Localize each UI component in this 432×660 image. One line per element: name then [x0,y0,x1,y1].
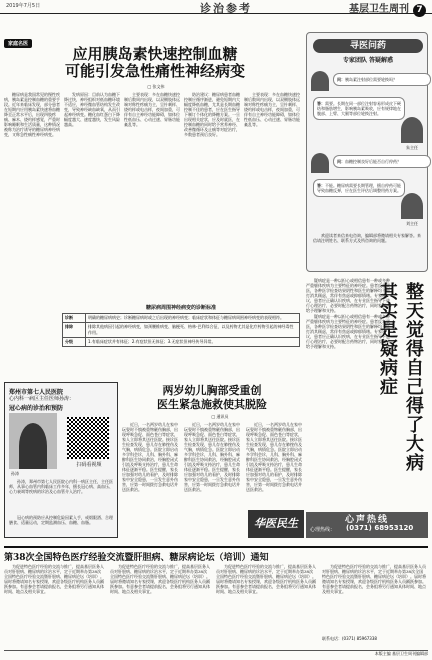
forum-col2 [110,564,210,648]
hospital-name: 郑州市第七人民医院 [9,389,64,396]
qa-subtitle: 专家团队 答疑解惑 [342,57,394,64]
reader-avatar-1 [311,71,329,91]
hospital-doctor-line: 心内科一病区主任医师孙涛： [9,396,75,402]
side-column-vertical-title: 整天觉得自己得了大病 其实是疑病症 [377,282,424,491]
qa-panel [306,32,428,272]
article2-text-2: 近日，一名两岁幼儿在家中玩耍时不慎被重物砸伤胸部，出现呼吸急促、面色苍白等症状，家人立即将其送往医院。接诊医生检查发现，患儿存在肺挫伤及气胸，病情危急。医院立即启动多学科会诊，儿科、胸外科、麻醉科医生协同救治，经胸腔闭式引流及呼吸支持治疗，患儿生命体征逐渐平稳。医生提醒，家长应加强对幼儿的看护，及时排除家中安全隐患，一旦发生意外伤害，应第一时间拨打急救电话并送医救治。 [184,422,240,492]
diagnosis-row-content: 明确的糖尿病病史；诊断糖尿病时或之后出现的神经病变；临床症状和体征与糖尿病周围神经病变的表现相符。 [86,314,300,323]
article2-col3 [246,422,302,508]
a1-text: 需要。长期在同一部位注射容易形成皮下硬结和脂肪增生，影响胰岛素吸收，应有规律地在腹部、上臂、大腿等部位轮换注射。 [317,101,401,116]
diagnosis-table-title: 糖尿病周围神经病变的诊断标准 [145,305,216,311]
article1-title-line1: 应用胰岛素快速控制血糖 [72,45,238,63]
brand-logo: 华医民生 [248,510,304,538]
qa-notice-text: 欢迎读者来信来电咨询，编辑部将邀请相关专家解答。来信请注明姓名、联系方式及所咨询的问题。 [313,233,421,243]
forum-text-2: 为促进特色医疗经验的交流与推广，提高基层医务人员对肝胆病、糖尿病的诊治水平，定于近期举办第38次全国特色医疗经验交流暨肝胆病、糖尿病论坛（培训）。届时将邀请知名专家授课，欢迎各级医疗机构医务人员踊跃参加。有意参会者请提前报名，会务组将另行通知具体时间、地点及相关事宜。 [110,564,210,594]
qa-title: 寻医问药 [313,39,423,53]
q2-label: 问： [337,159,345,164]
doctor-photo [9,413,57,469]
ad-tip-text: 冠心病的预防应从控制危险因素入手，戒烟限酒、合理膳食、适量运动，定期监测血压、血糖、血脂。 [9,515,113,525]
page-header [0,0,432,14]
article1-byline: □ 张文伟 [147,84,165,89]
a1-label: 答： [317,101,325,106]
a2-text: 不能。糖尿病需要长期管理，擅自停药可能导致血糖反弹，应在医生评估后调整用药方案。 [317,183,401,193]
column-name [349,0,426,14]
article1-advice: 防治建议：糖尿病患者血糖控制应循序渐进，避免短期内大幅度降低血糖，尤其是长期血糖控制不佳的患者，应在医生指导下制订个体化的降糖方案。一旦出现相关症状，应及时就医，在控制血糖的同时给予营养神经、改善微循环及止痛等对症治疗，多数患者预后良好。 [184,92,240,137]
article2-text-1: 近日，一名两岁幼儿在家中玩耍时不慎被重物砸伤胸部，出现呼吸急促、面色苍白等症状，家人立即将其送往医院。接诊医生检查发现，患儿存在肺挫伤及气胸，病情危急。医院立即启动多学科会诊，儿科、胸外科、麻醉科医生协同救治，经胸腔闭式引流及呼吸支持治疗，患儿生命体征逐渐平稳。医生提醒，家长应加强对幼儿的看护，及时排除家中安全隐患，一旦发生意外伤害，应第一时间拨打急救电话并送医救治。 [122,422,178,492]
doctor-photo-2 [401,193,423,219]
article1-col2 [64,92,120,302]
article1-title-line2: 可能引发急性痛性神经病变 [64,62,245,80]
article2-title [120,384,304,412]
hotline-phone: (0371) 68953120 [346,524,414,532]
hotline-banner [306,512,428,538]
qa-answer-1 [313,97,405,120]
article2-title-line2: 医生紧急施救使其脱险 [157,398,267,411]
hospital-ad [4,382,118,538]
doctor-bio [9,479,115,513]
hotline-label: 心理热线： [310,527,336,533]
article1-col1 [4,92,60,302]
scan-label: 扫码看视频 [76,462,102,468]
qa-question-2 [333,155,431,168]
doctor-silhouette [19,423,47,469]
article1-intro: 糖尿病是我国常见的慢性疾病，胰岛素是控制血糖的重要手段。近年来临床发现，部分患者在短期内应用胰岛素快速将血糖降至正常水平后，出现四肢疼痛、麻木、烧灼样感觉，严重时影响睡眠和生活质量，这种情况被称为治疗诱导的糖尿病神经病变，又称急性痛性神经病变。 [4,92,60,137]
article1-col5 [244,92,300,302]
doctor-name-1: 朱主任 [406,145,418,150]
column-label: 基层卫生周刊 [349,4,409,15]
page-number: 7 [413,4,426,17]
article2-col2 [184,422,242,538]
doctor-name: 孙涛 [11,471,19,476]
doctor-name-2: 刘主任 [406,221,418,226]
article1-symptom: 主要表现：多在血糖快速控制后数周内出现，以双侧肢体远端对称性疼痛为主，呈针刺样、烧灼样或电击样，夜间加重，可伴有自主神经功能障碍，如体位性低血压、心动过速、胃肠功能紊乱等。 [124,92,180,127]
q1-text: 胰岛素注射部位需要轮换吗？ [345,77,397,82]
diagnosis-row-label: 分级 [63,338,86,347]
article2-text-3: 近日，一名两岁幼儿在家中玩耍时不慎被重物砸伤胸部，出现呼吸急促、面色苍白等症状，家人立即将其送往医院。接诊医生检查发现，患儿存在肺挫伤及气胸，病情危急。医院立即启动多学科会诊，儿科、胸外科、麻醉科医生协同救治，经胸腔闭式引流及呼吸支持治疗，患儿生命体征逐渐平稳。医生提醒，家长应加强对幼儿的看护，及时排除家中安全隐患，一旦发生意外伤害，应第一时间拨打急救电话并送医救治。 [246,422,302,492]
article1-advice-cont: 主要表现：多在血糖快速控制后数周内出现，以双侧肢体远端对称性疼痛为主，呈针刺样、烧灼样或电击样，夜间加重，可伴有自主神经功能障碍，如体位性低血压、心动过速、胃肠功能紊乱等。 [244,92,300,127]
article1-col4 [184,92,240,302]
article2-byline: □ 通讯员 [211,414,229,419]
forum-title: 第38次全国特色医疗经验交流暨肝胆病、糖尿病论坛（培训）通知 [4,553,269,563]
diagnosis-row-content: 1.有临床症状并有体征；2.有症状但无体征；3.无症状但神经传导异常。 [86,338,300,347]
article2-title-line1: 两岁幼儿胸部受重创 [162,384,262,397]
article1-col3 [124,92,180,302]
doctor-photo-1 [401,117,423,143]
diagnosis-table-row [63,314,300,323]
side-column-text-2: 疑病症是一种以担心或相信患有一种或多种严重躯体疾病为主要特征的神经症。患者反复就医，各种医学检查结果阴性和医生的解释均不能打消其顾虑，常伴有焦虑或抑郁情绪。专家建议，患者应正确认识疾病，在专业医生指导下进行心理治疗，必要时配合药物治疗，同时家属应给予理解和支持。 [306,314,390,349]
diagnosis-table [62,313,300,347]
forum-text-3: 为促进特色医疗经验的交流与推广，提高基层医务人员对肝胆病、糖尿病的诊治水平，定于近期举办第38次全国特色医疗经验交流暨肝胆病、糖尿病论坛（培训）。届时将邀请知名专家授课，欢迎各级医疗机构医务人员踊跃参加。有意参会者请提前报名，会务组将另行通知具体时间、地点及相关事宜。 [216,564,316,594]
diagnosis-row-label: 排除 [63,323,86,338]
forum-text-4: 为促进特色医疗经验的交流与推广，提高基层医务人员对肝胆病、糖尿病的诊治水平，定于近期举办第38次全国特色医疗经验交流暨肝胆病、糖尿病论坛（培训）。届时将邀请知名专家授课，欢迎各级医疗机构医务人员踊跃参加。有意参会者请提前报名，会务组将另行通知具体时间、地点及相关事宜。 [322,564,426,594]
side-column-text: 疑病症是一种以担心或相信患有一种或多种严重躯体疾病为主要特征的神经症。患者反复就医，各种医学检查结果阴性和医生的解释均不能打消其顾虑，常伴有焦虑或抑郁情绪。专家建议，患者应正确认识疾病，在专业医生指导下进行心理治疗，必要时配合药物治疗，同时家属应给予理解和支持。 [306,278,390,313]
q2-text: 血糖控制良好后能否自行停药？ [345,159,401,164]
diagnosis-table-row [63,338,300,347]
forum-divider [4,546,428,548]
qr-code[interactable] [67,417,109,459]
forum-col4 [322,564,426,634]
article1-title [10,46,300,80]
q1-label: 问： [337,77,345,82]
diagnosis-table-row [63,323,300,338]
qa-answer-2 [313,179,405,197]
qa-notice [313,233,423,267]
hospital-topic: 冠心病的诊治和预防 [9,405,64,412]
doctor-bio-text: 孙涛，郑州市第七人民医院心内科一病区主任，主任医师，从事心血管内科临床工作多年，擅长冠心病、高血压、心力衰竭等疾病的诊治及心血管介入治疗。 [9,479,113,494]
diagnosis-table-box [62,304,300,374]
hotline-title: 心声热线 [344,515,389,525]
forum-col1 [4,564,104,648]
ad-tip [9,515,115,535]
article1-kicker: 家庭名医 [4,39,32,48]
qa-question-1 [333,73,431,86]
diagnosis-row-content: 排除其他病因引起的神经病变，如颈腰椎病变、脑梗死、格林-巴利综合征，以及药物尤其是化疗药物引起的神经毒性作用。 [86,323,300,338]
article1-cause: 发病原因：目前认为血糖下降过快，神经组织对低血糖环境不适应，神经微血管结构发生改变，导致神经缺血缺氧，从而引起神经病变。糖化血红蛋白下降幅度越大、速度越快，发生风险越高。 [64,92,120,127]
article2-col1 [122,422,180,538]
reader-avatar-2 [311,153,329,173]
page-footer: 本版主编 基层卫生周刊编辑部 [4,650,428,657]
issue-date: 2019年7月5日 [6,3,41,9]
forum-text-1: 为促进特色医疗经验的交流与推广，提高基层医务人员对肝胆病、糖尿病的诊治水平，定于近期举办第38次全国特色医疗经验交流暨肝胆病、糖尿病论坛（培训）。届时将邀请知名专家授课，欢迎各级医疗机构医务人员踊跃参加。有意参会者请提前报名，会务组将另行通知具体时间、地点及相关事宜。 [4,564,104,594]
forum-contact: 联系电话：(0371) 85967338 [322,636,377,641]
a2-label: 答： [317,183,325,188]
section-title: 诊治参考 [200,2,252,15]
forum-col3 [216,564,316,648]
diagnosis-row-label: 诊断 [63,314,86,323]
